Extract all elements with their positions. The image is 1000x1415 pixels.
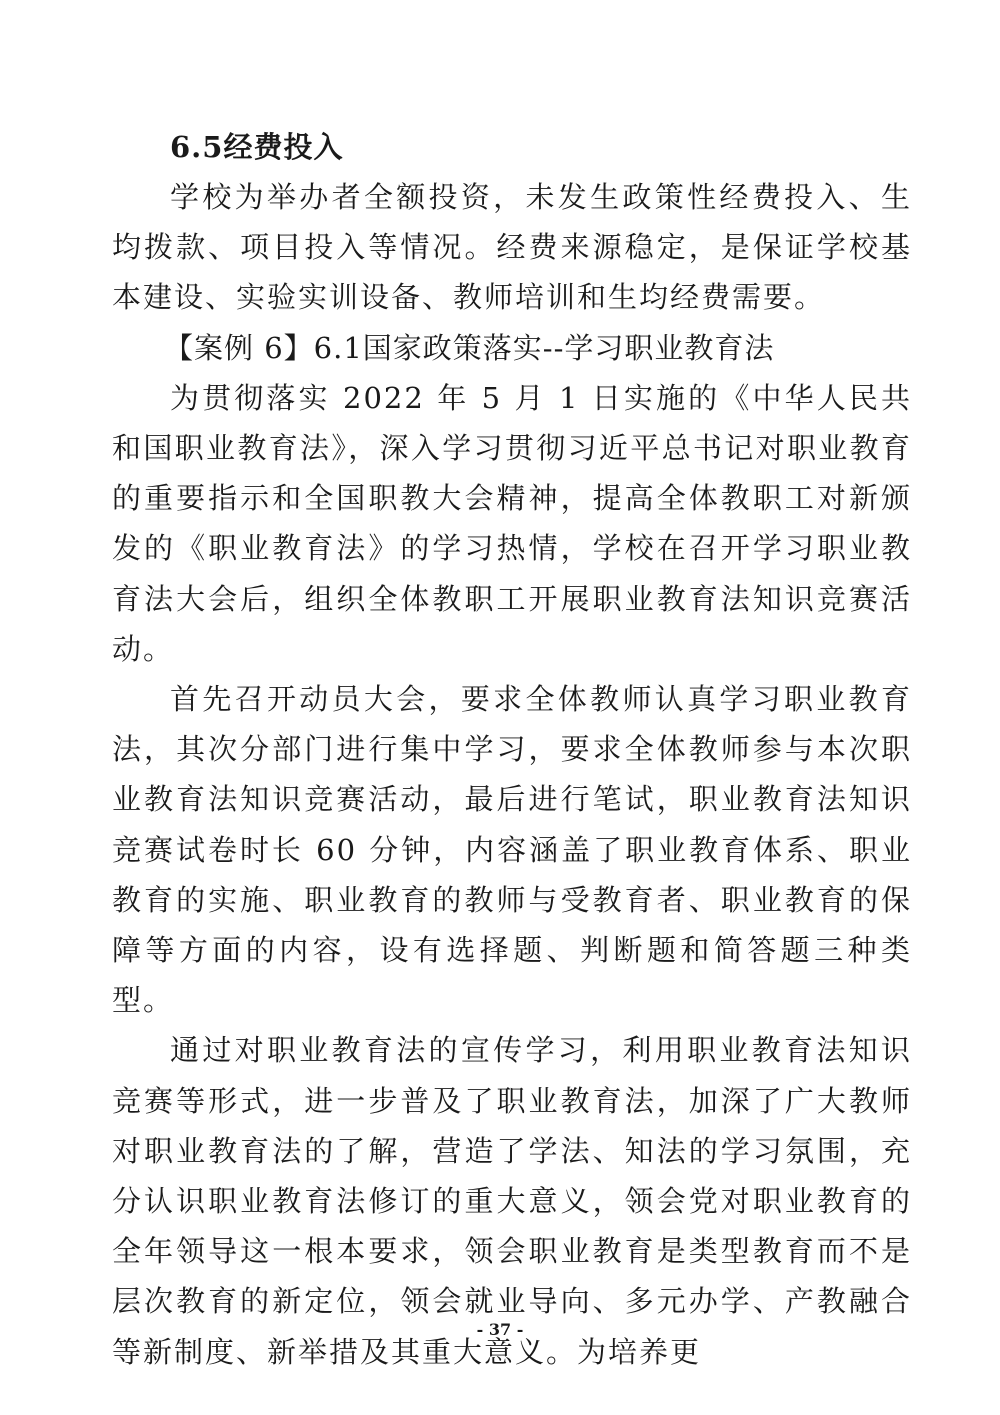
- case-paragraph-3: 通过对职业教育法的宣传学习，利用职业教育法知识竞赛等形式，进一步普及了职业教育法，加深了广大教师对职业教育法的了解，营造了学法、知法的学习氛围，充分认识职业教育法修订的重大意义，领会党对职业教育的全年领导这一根本要求，领会职业教育是类型教育而不是层次教育的新定位，领会就业导向、多元办学、产教融合等新制度、新举措及其重大意义。为培养更: [112, 1033, 912, 1369]
- case-paragraph-1: 为贯彻落实 2022 年 5 月 1 日实施的《中华人民共和国职业教育法》，深入学习贯彻习近平总书记对职业教育的重要指示和全国职教大会精神，提高全体教职工对新颁发的《职业教育法》的学习热情，学校在召开学习职业教育法大会后，组织全体教职工开展职业教育法知识竞赛活动。: [112, 380, 912, 666]
- funding-paragraph: 学校为举办者全额投资，未发生政策性经费投入、生均拨款、项目投入等情况。经费来源稳定，是保证学校基本建设、实验实训设备、教师培训和生均经费需要。: [112, 180, 912, 315]
- section-heading: 6.5经费投入: [170, 130, 344, 164]
- page-body: [112, 122, 912, 1377]
- case-paragraph-2: 首先召开动员大会，要求全体教师认真学习职业教育法，其次分部门进行集中学习，要求全体教师参与本次职业教育法知识竞赛活动，最后进行笔试，职业教育法知识竞赛试卷时长 60 分钟，内容涵盖了职业教育体系、职业教育的实施、职业教育的教师与受教育者、职业教育的保障等方面的内容，设有选择题、判断题和简答题三种类型。: [112, 682, 912, 1018]
- case-title: 【案例 6】6.1国家政策落实--学习职业教育法: [164, 330, 775, 365]
- page-number: - 37 -: [476, 1320, 524, 1339]
